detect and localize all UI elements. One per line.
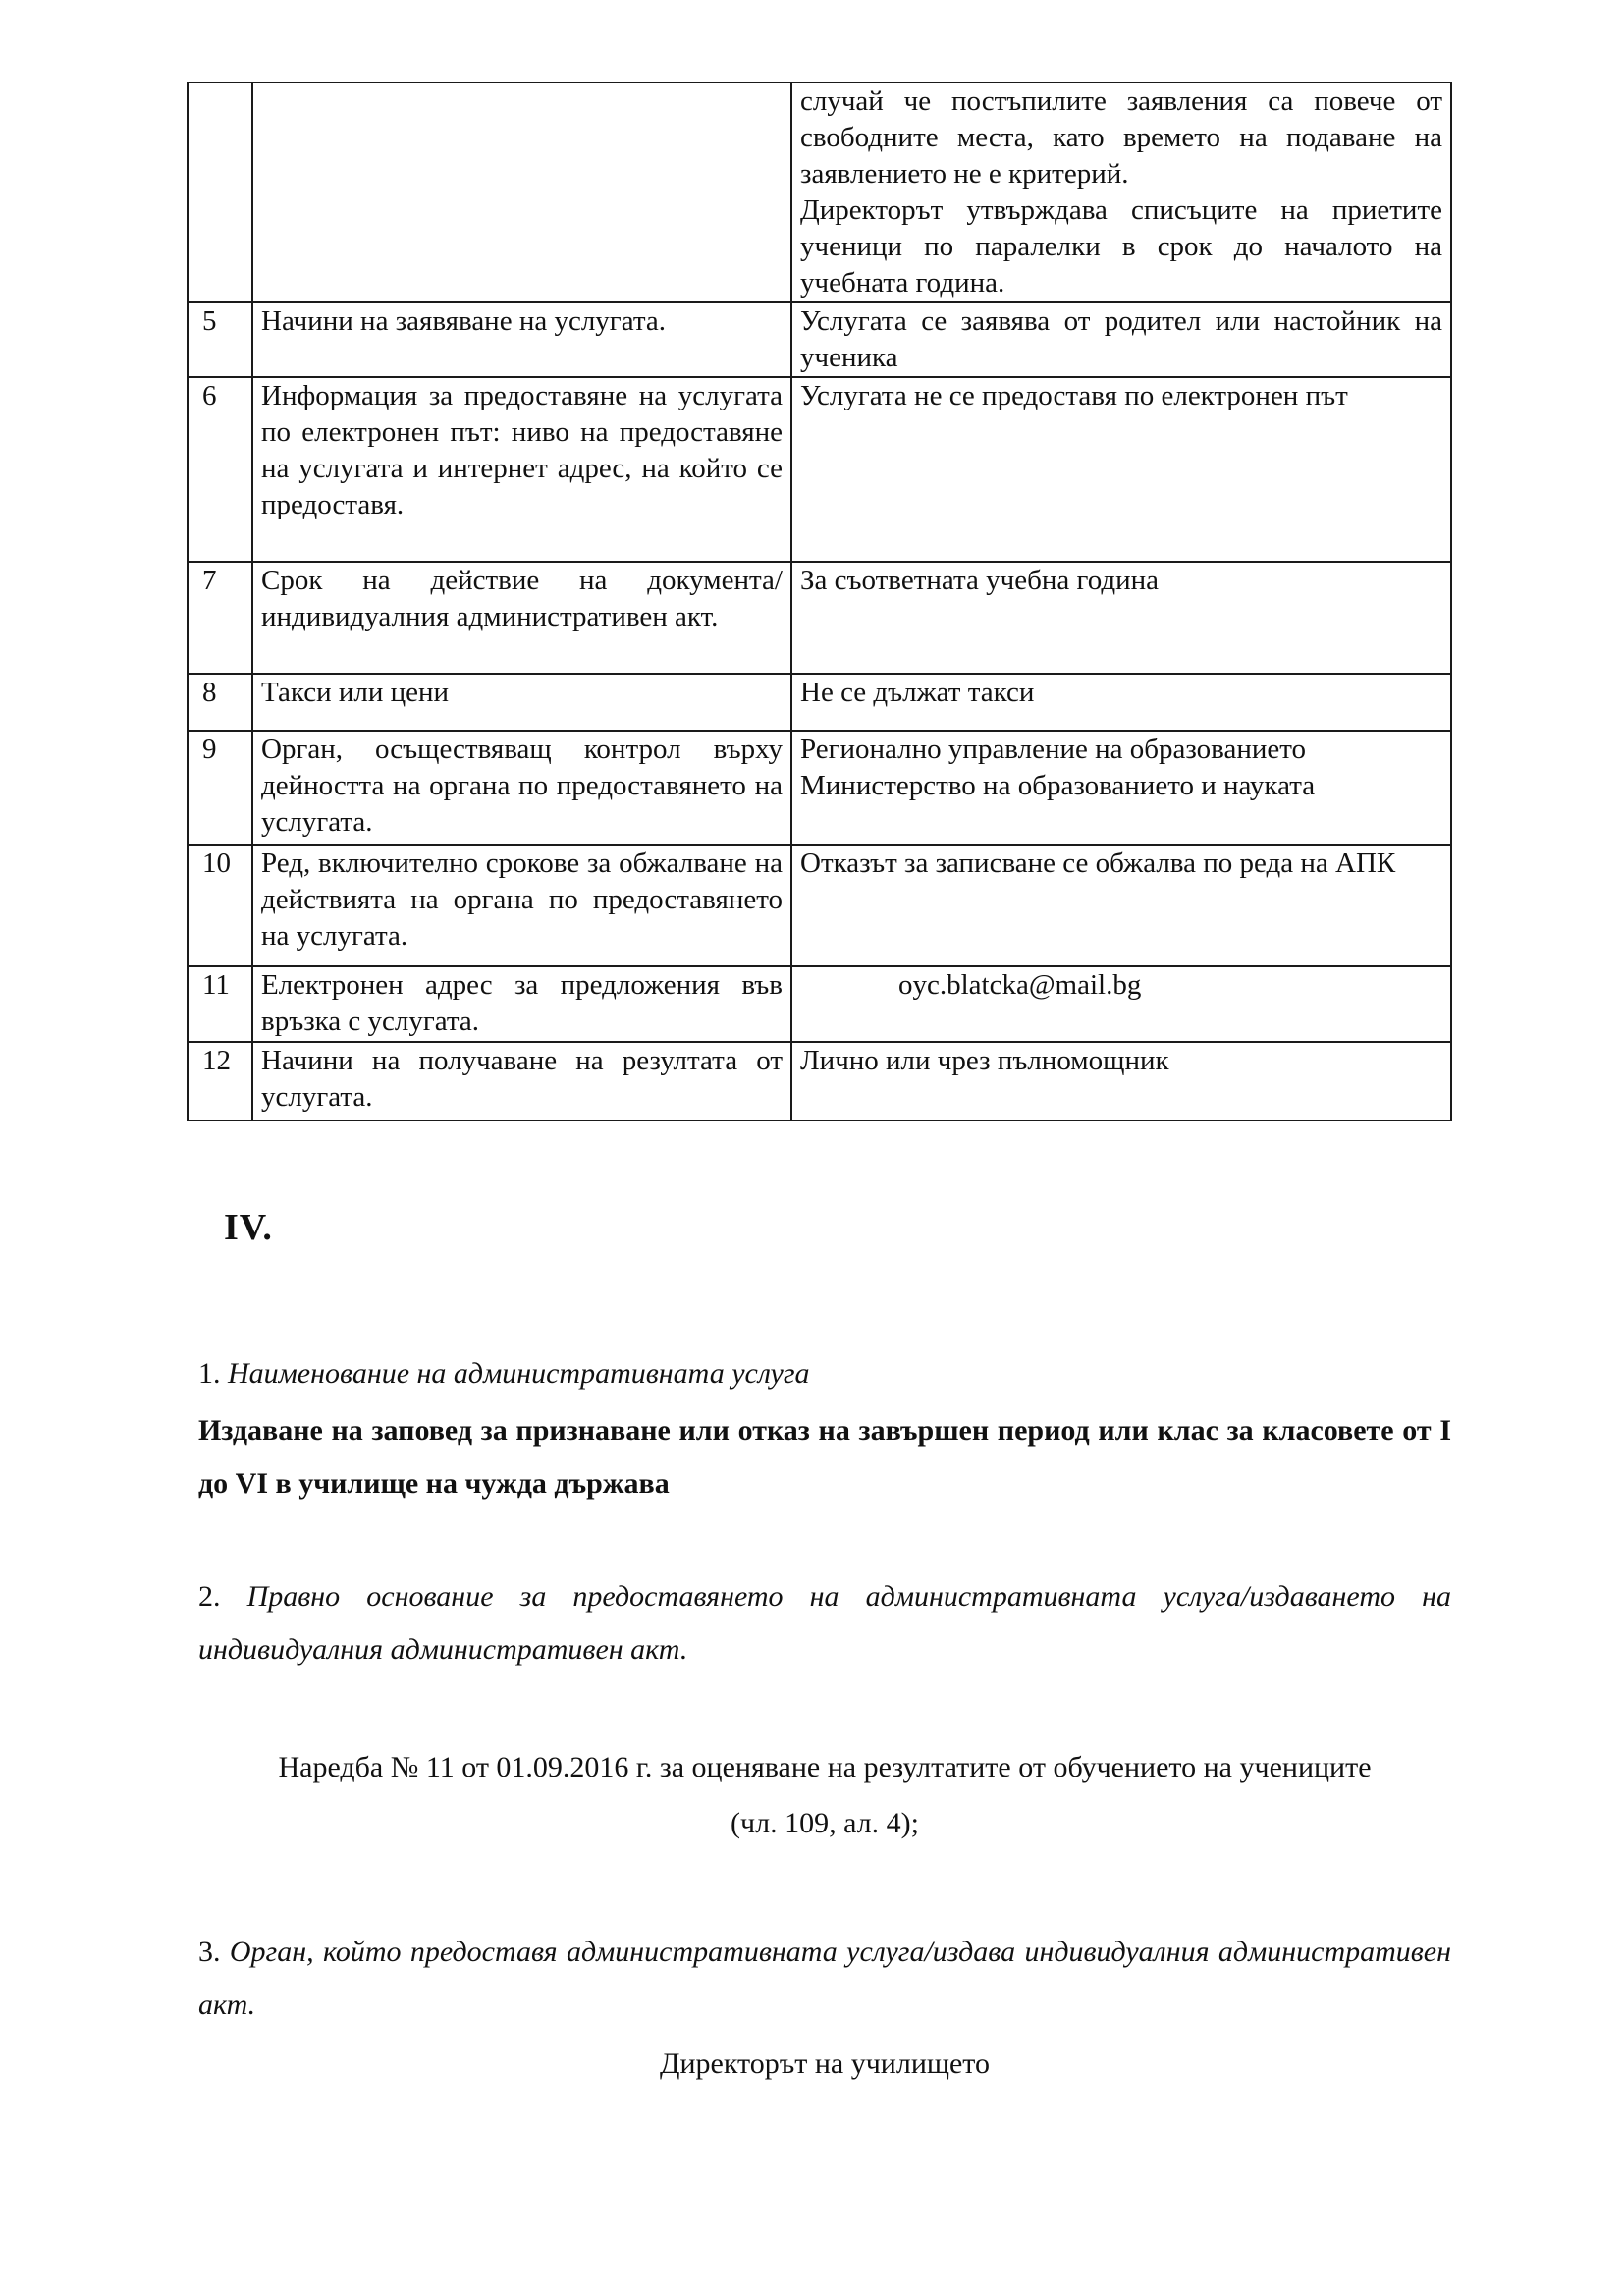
row-value	[791, 731, 1451, 845]
row-value	[791, 302, 1451, 377]
section-heading: IV.	[224, 1207, 273, 1248]
row-value	[791, 1042, 1451, 1121]
item-heading-text: Орган, който предоставя административната услуга/издава индивидуалния административен акт.	[198, 1936, 1451, 2021]
row-value-line: Директорът утвърждава списъците на приетите ученици по паралелки в срок до началото на учебната година.	[800, 194, 1442, 299]
item-number: 3.	[198, 1936, 221, 1968]
issuing-authority: Директорът на училището	[659, 2048, 991, 2080]
table-row	[188, 562, 1451, 674]
row-number: 6	[188, 377, 252, 562]
row-label: Електронен адрес за предложения във връзка с услугата.	[252, 966, 791, 1042]
table-row	[188, 966, 1451, 1042]
row-number: 12	[188, 1042, 252, 1121]
row-value-line: Услугата се заявява от родител или настойник на ученика	[800, 305, 1442, 373]
row-number: 9	[188, 731, 252, 845]
row-value-line: За съответната учебна година	[800, 565, 1160, 596]
table-row	[188, 377, 1451, 562]
legal-basis-line-2: (чл. 109, ал. 4);	[731, 1807, 919, 1839]
row-label: Информация за предоставяне на услугата по електронен път: ниво на предоставяне на услугата и интернет адрес, на който се предоставя.	[252, 377, 791, 562]
item-number: 1.	[198, 1357, 221, 1390]
row-number: 5	[188, 302, 252, 377]
service-info-table	[187, 82, 1452, 1121]
table-row	[188, 731, 1451, 845]
table-row	[188, 1042, 1451, 1121]
row-number: 8	[188, 674, 252, 731]
row-label: Орган, осъществяващ контрол върху дейността на органа по предоставянето на услугата.	[252, 731, 791, 845]
row-number: 11	[188, 966, 252, 1042]
row-value	[791, 562, 1451, 674]
row-number	[188, 82, 252, 302]
row-label: Срок на действие на документа/индивидуалния административен акт.	[252, 562, 791, 674]
row-label	[252, 82, 791, 302]
item-heading-text: Наименование на административната услуга	[228, 1357, 810, 1390]
row-label: Начини на заявяване на услугата.	[252, 302, 791, 377]
item-3-heading	[198, 1926, 1451, 2032]
row-value	[791, 845, 1451, 966]
row-value	[791, 377, 1451, 562]
row-value-line: Лично или чрез пълномощник	[800, 1045, 1169, 1076]
row-value-line: случай че постъпилите заявления са повече от свободните места, като времето на подаване на заявлението не е критерий.	[800, 85, 1442, 190]
item-2-heading	[198, 1570, 1451, 1676]
contact-email: oyc.blatcka@mail.bg	[898, 969, 1142, 1001]
row-value-line: Отказът за записване се обжалва по реда на АПК	[800, 847, 1396, 879]
row-value-line: Не се дължат такси	[800, 677, 1035, 708]
row-value	[791, 966, 1451, 1042]
row-value-line: Министерство на образованието и науката	[800, 770, 1316, 801]
service-title: Издаване на заповед за признаване или отказ на завършен период или клас за класовете от I до VI в училище на чужда държава	[198, 1414, 1451, 1500]
row-label: Начини на получаване на резултата от услугата.	[252, 1042, 791, 1121]
table-row	[188, 302, 1451, 377]
legal-basis-line-1: Наредба № 11 от 01.09.2016 г. за оценяване на резултатите от обучението на учениците	[278, 1751, 1372, 1783]
row-number: 10	[188, 845, 252, 966]
table-row	[188, 845, 1451, 966]
row-value-line: Услугата не се предоставя по електронен път	[800, 380, 1348, 411]
row-number: 7	[188, 562, 252, 674]
row-value	[791, 82, 1451, 302]
row-value	[791, 674, 1451, 731]
item-heading-text: Правно основание за предоставянето на административната услуга/издаването на индивидуалния административен акт.	[198, 1580, 1451, 1666]
item-number: 2.	[198, 1580, 221, 1613]
item-1-heading	[198, 1347, 1451, 1400]
table-row	[188, 82, 1451, 302]
table-row	[188, 674, 1451, 731]
row-label: Ред, включително срокове за обжалване на действията на органа по предоставянето на услугата.	[252, 845, 791, 966]
row-label: Такси или цени	[252, 674, 791, 731]
row-value-line: Регионално управление на образованието	[800, 734, 1307, 765]
